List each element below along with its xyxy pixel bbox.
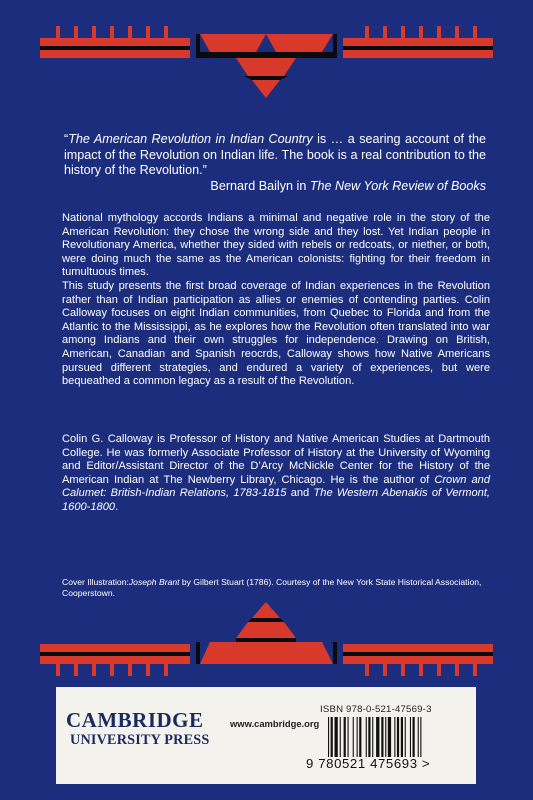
attribution-name: Bernard Bailyn in <box>210 178 310 193</box>
barcode-digits: 9 780521 475693 > <box>306 756 431 771</box>
description-paragraph-2: This study presents the first broad coverage of Indian experiences in the Revolution rather than of Indian participation as allies or enemies of contending parties. Colin Calloway focuses on eight Indian communities, from Quebec to Florida and from the Atlantic to the Mississippi, as he explores how the Revolution often translated into war among Indians and their own struggles for independence. Drawing on British, American, Canadian and Spanish reocrds, Calloway shows how Native Americans pursued different strategies, and endured a variety of experiences, but were bequeathed a common legacy as a result of the Revolution. <box>62 279 490 388</box>
attribution-source: The New York Review of Books <box>309 178 486 193</box>
bottom-ornament <box>0 596 533 686</box>
review-quote <box>64 132 486 194</box>
author-bio <box>62 433 490 515</box>
publisher-name: CAMBRIDGE <box>66 708 204 732</box>
description-paragraph-1: National mythology accords Indians a minimal and negative role in the story of the American Revolution: they chose the wrong side and they lost. Yet Indian people in Revolutionary America, whether they sided with rebels or redcoats, or niether, or both, were doing much the same as the American colonists: fighting for their freedom in tumultuous times. <box>62 212 490 279</box>
isbn-number: ISBN 978-0-521-47569-3 <box>320 704 432 715</box>
author-bio-text <box>62 433 490 515</box>
credit-work: Joseph Brant <box>128 577 180 587</box>
bio-text: Colin G. Calloway is Professor of History and Native American Studies at Dartmouth College. He was formerly Associate Professor of History at the University of Wyoming and Editor/Assistant Director of the D’Arcy McNickle Center for the History of the American Indian at The Newberry Library, Chicago. He is the author of <box>62 433 490 486</box>
quote-text: is … a searing account of the impact of the Revolution on Indian life. The book is a real contribution to the history of the Revolution.” <box>64 132 487 177</box>
book-description <box>62 212 490 389</box>
publisher-panel <box>56 687 476 784</box>
bio-book-2: The Western Abenakis of Vermont, 1600-1800 <box>62 487 490 513</box>
credit-prefix: Cover Illustration: <box>62 577 129 587</box>
bio-book-1: Crown and Calumet: British-Indian Relations, 1783-1815 <box>62 473 490 500</box>
bio-and: and <box>286 487 314 500</box>
publisher-website: www.cambridge.org <box>230 718 320 729</box>
publisher-subtitle: UNIVERSITY PRESS <box>70 732 210 748</box>
quote-open: “ <box>64 132 69 146</box>
credit-text: by Gilbert Stuart (1786). Courtesy of the New York State Historical Association, Cooperstown. <box>62 577 482 598</box>
barcode-icon <box>328 717 456 757</box>
top-ornament <box>0 18 533 118</box>
quote-attribution <box>64 179 486 195</box>
quote-book-title: The American Revolution in Indian Country <box>68 132 313 146</box>
bio-end: . <box>115 500 119 513</box>
